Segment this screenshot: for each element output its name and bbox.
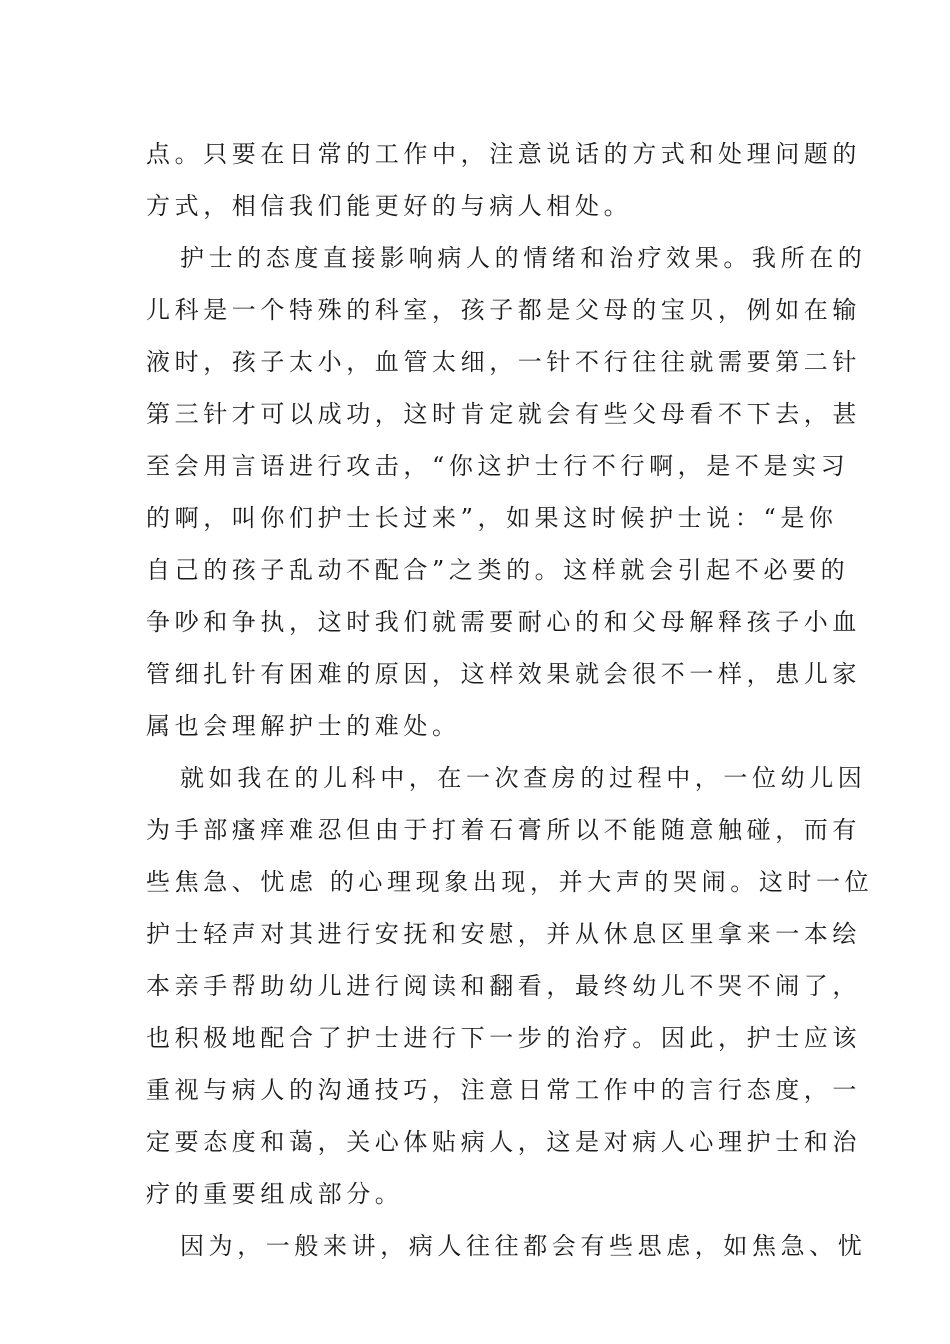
text-line: 疗的重要组成部分。	[146, 1180, 404, 1208]
text-line: 管细扎针有困难的原因，这样效果就会很不一样，患儿家	[146, 660, 861, 688]
text-line: 至会用言语进行攻击，“你这护士行不行啊，是不是实习	[146, 452, 850, 480]
text-line: 本亲手帮助幼儿进行阅读和翻看，最终幼儿不哭不闹了，	[146, 972, 861, 1000]
text-line: 就如我在的儿科中，在一次查房的过程中，一位幼儿因	[180, 764, 867, 792]
text-line: 为手部瘙痒难忍但由于打着石膏所以不能随意触碰，而有	[146, 816, 861, 844]
text-line: 护士的态度直接影响病人的情绪和治疗效果。我所在的	[180, 244, 867, 272]
paragraph-4	[146, 1220, 867, 1272]
paragraph-1	[146, 128, 861, 232]
text-line: 因为，一般来讲，病人往往都会有些思虑，如焦急、忧	[180, 1232, 867, 1260]
text-line: 争吵和争执，这时我们就需要耐心的和父母解释孩子小血	[146, 608, 861, 636]
text-line: 点。只要在日常的工作中，注意说话的方式和处理问题的	[146, 140, 861, 168]
text-line: 方式，相信我们能更好的与病人相处。	[146, 192, 633, 220]
text-line: 儿科是一个特殊的科室，孩子都是父母的宝贝，例如在输	[146, 296, 861, 324]
paragraph-3	[146, 752, 874, 1220]
text-line: 重视与病人的沟通技巧，注意日常工作中的言行态度，一	[146, 1076, 861, 1104]
text-line: 自己的孩子乱动不配合”之类的。这样就会引起不必要的	[146, 556, 850, 584]
text-line: 定要态度和蔼，关心体贴病人，这是对病人心理护士和治	[146, 1128, 861, 1156]
paragraph-2	[146, 232, 867, 752]
text-line: 属也会理解护士的难处。	[146, 712, 461, 740]
text-line: 第三针才可以成功，这时肯定就会有些父母看不下去，甚	[146, 400, 861, 428]
text-line: 些焦急、忧虑 的心理现象出现，并大声的哭闹。这时一位	[146, 868, 874, 896]
text-line: 也积极地配合了护士进行下一步的治疗。因此，护士应该	[146, 1024, 861, 1052]
text-line: 液时，孩子太小，血管太细，一针不行往往就需要第二针	[146, 348, 861, 376]
text-line: 护士轻声对其进行安抚和安慰，并从休息区里拿来一本绘	[146, 920, 861, 948]
document-body	[146, 128, 874, 1272]
text-line: 的啊，叫你们护士长过来”，如果这时候护士说：“是你	[146, 504, 838, 532]
